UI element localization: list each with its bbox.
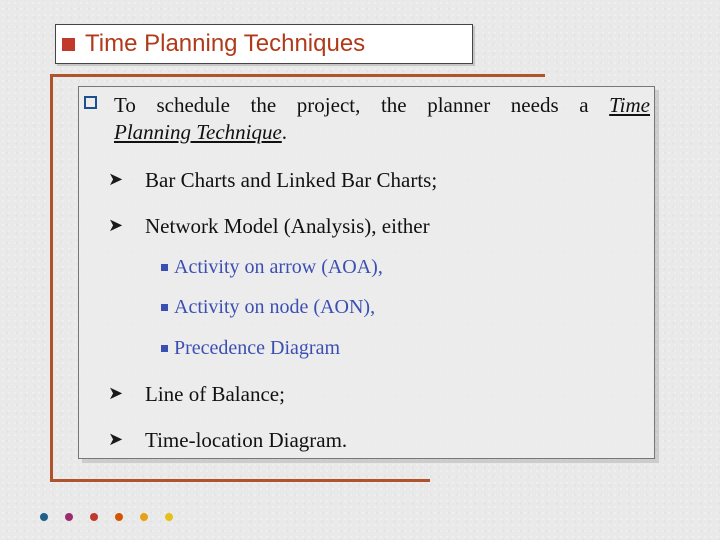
small-square-icon — [161, 345, 168, 352]
dot-icon — [165, 513, 173, 521]
arrow-bullet-icon: ➤ — [108, 215, 124, 236]
slide-title: Time Planning Techniques — [85, 30, 366, 57]
intro-line-2 — [114, 120, 287, 144]
dot-icon — [140, 513, 148, 521]
list-item: Network Model (Analysis), either — [145, 214, 430, 238]
list-item: Bar Charts and Linked Bar Charts; — [145, 168, 438, 192]
sub-list-item: Precedence Diagram — [174, 337, 341, 359]
intro-emphasis-technique: Planning Technique — [114, 120, 282, 144]
frame-left-line — [50, 74, 53, 482]
list-item: Time-location Diagram. — [145, 428, 348, 452]
square-bullet-icon — [62, 38, 75, 51]
frame-top-line — [50, 74, 545, 77]
sub-list-item: Activity on node (AON), — [174, 296, 376, 318]
decorative-dots — [40, 513, 173, 521]
dot-icon — [40, 513, 48, 521]
list-item: Line of Balance; — [145, 382, 285, 406]
intro-tail: . — [281, 120, 288, 144]
intro-line-1 — [114, 92, 650, 119]
arrow-bullet-icon: ➤ — [108, 429, 124, 450]
dot-icon — [90, 513, 98, 521]
sub-list-item: Activity on arrow (AOA), — [174, 256, 383, 278]
small-square-icon — [161, 264, 168, 271]
intro-lead: To schedule the project, the planner needs a — [114, 93, 589, 117]
dot-icon — [65, 513, 73, 521]
hollow-square-icon — [84, 96, 97, 109]
arrow-bullet-icon: ➤ — [108, 169, 124, 190]
intro-emphasis-time: Time — [609, 93, 650, 117]
title-box — [55, 24, 473, 64]
frame-bottom-line — [50, 479, 430, 482]
arrow-bullet-icon: ➤ — [108, 383, 124, 404]
intro-text — [114, 92, 650, 146]
dot-icon — [115, 513, 123, 521]
small-square-icon — [161, 304, 168, 311]
